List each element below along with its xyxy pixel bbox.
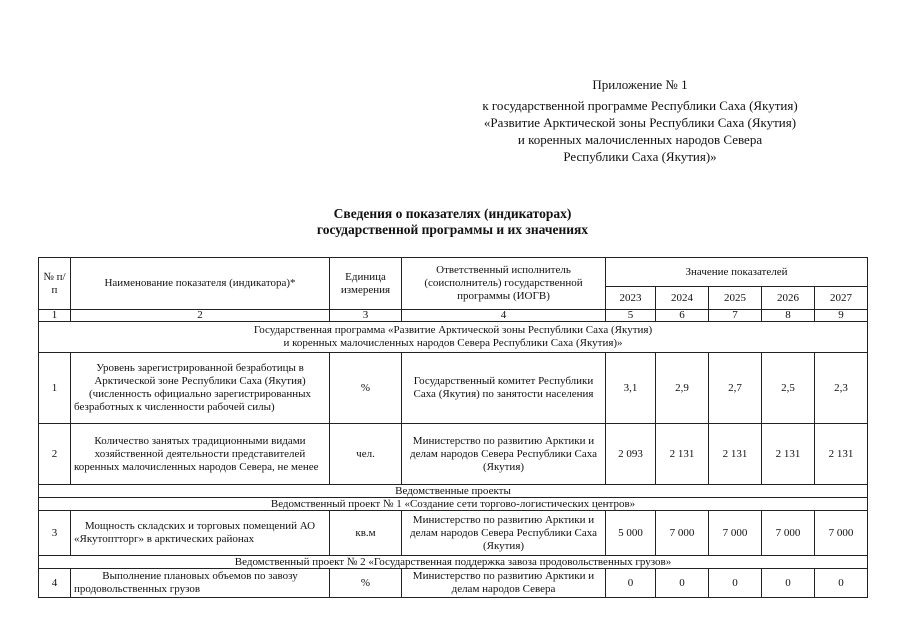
header-unit: Единица измерения [330, 258, 402, 310]
table-row [39, 511, 868, 556]
header-name: Наименование показателя (индикатора)* [71, 258, 330, 310]
project1-title: Ведомственный проект № 1 «Создание сети торгово-логистических центров» [39, 498, 868, 511]
project2-title: Ведомственный проект № 2 «Государственная поддержка завоза продовольственных грузов» [39, 556, 868, 569]
table-row [39, 569, 868, 598]
row-value: 7 000 [709, 511, 762, 556]
index-cell: 6 [656, 310, 709, 322]
index-cell: 7 [709, 310, 762, 322]
header-num: № п/п [39, 258, 71, 310]
indicators-table [38, 257, 868, 598]
index-cell: 4 [402, 310, 606, 322]
row-indicator-name: Количество занятых традиционными видами хозяйственной деятельности представителей коренных малочисленных народов Севера, не менее [71, 424, 330, 485]
row-num: 1 [39, 353, 71, 424]
row-executor: Министерство по развитию Арктики и делам народов Севера Республики Саха (Якутия) [402, 424, 606, 485]
row-indicator-name: Мощность складских и торговых помещений АО «Якутоптторг» в арктических районах [71, 511, 330, 556]
row-value: 2,3 [815, 353, 868, 424]
row-value: 2 131 [656, 424, 709, 485]
program-section-line: и коренных малочисленных народов Севера Республики Саха (Якутия)» [283, 337, 623, 349]
header-year: 2025 [709, 287, 762, 310]
project-section-row [39, 498, 868, 511]
row-value: 2,9 [656, 353, 709, 424]
index-cell: 9 [815, 310, 868, 322]
index-cell: 8 [762, 310, 815, 322]
row-executor: Государственный комитет Республики Саха (Якутия) по занятости населения [402, 353, 606, 424]
program-section-title [39, 322, 868, 353]
header-year: 2023 [606, 287, 656, 310]
row-indicator-name: Уровень зарегистрированной безработицы в Арктической зоне Республики Саха (Якутия) (численность официально зарегистрированных безработных к численности рабочей силы) [71, 353, 330, 424]
row-value: 2,5 [762, 353, 815, 424]
row-value: 5 000 [606, 511, 656, 556]
row-value: 0 [815, 569, 868, 598]
appendix-line: к государственной программе Республики Саха (Якутия) [482, 98, 798, 113]
row-value: 2 131 [762, 424, 815, 485]
index-row [39, 310, 868, 322]
appendix-line: Республики Саха (Якутия)» [563, 149, 717, 164]
row-value: 3,1 [606, 353, 656, 424]
row-value: 7 000 [656, 511, 709, 556]
heading-line: Сведения о показателях (индикаторах) [333, 206, 572, 221]
row-num: 3 [39, 511, 71, 556]
index-cell: 1 [39, 310, 71, 322]
heading-line: государственной программы и их значениях [316, 222, 589, 237]
index-cell: 2 [71, 310, 330, 322]
header-year: 2026 [762, 287, 815, 310]
row-executor: Министерство по развитию Арктики и делам народов Севера Республики Саха (Якутия) [402, 511, 606, 556]
appendix-line: и коренных малочисленных народов Севера [517, 132, 763, 147]
dept-projects-row [39, 485, 868, 498]
row-value: 0 [709, 569, 762, 598]
header-year: 2027 [815, 287, 868, 310]
row-value: 0 [606, 569, 656, 598]
row-unit: % [330, 569, 402, 598]
dept-projects-title: Ведомственные проекты [39, 485, 868, 498]
row-num: 2 [39, 424, 71, 485]
index-cell: 3 [330, 310, 402, 322]
row-unit: чел. [330, 424, 402, 485]
program-section-row [39, 322, 868, 353]
row-value: 2 131 [815, 424, 868, 485]
row-value: 7 000 [815, 511, 868, 556]
row-value: 2,7 [709, 353, 762, 424]
appendix-number: Приложение № 1 [592, 77, 688, 92]
header-year: 2024 [656, 287, 709, 310]
row-value: 2 093 [606, 424, 656, 485]
header-executor: Ответственный исполнитель (соисполнитель) государственной программы (ИОГВ) [402, 258, 606, 310]
row-value: 0 [762, 569, 815, 598]
program-section-line: Государственная программа «Развитие Арктической зоны Республики Саха (Якутия) [253, 324, 653, 336]
row-value: 0 [656, 569, 709, 598]
table-row [39, 424, 868, 485]
header-values-group: Значение показателей [606, 258, 868, 287]
table-row [39, 353, 868, 424]
index-cell: 5 [606, 310, 656, 322]
row-indicator-name: Выполнение плановых объемов по завозу продовольственных грузов [71, 569, 330, 598]
row-executor: Министерство по развитию Арктики и делам народов Севера [402, 569, 606, 598]
row-value: 2 131 [709, 424, 762, 485]
row-value: 7 000 [762, 511, 815, 556]
header-row [39, 258, 868, 287]
row-num: 4 [39, 569, 71, 598]
document-heading [0, 206, 905, 238]
appendix-block [430, 76, 850, 165]
row-unit: кв.м [330, 511, 402, 556]
row-unit: % [330, 353, 402, 424]
project-section-row [39, 556, 868, 569]
appendix-line: «Развитие Арктической зоны Республики Саха (Якутия) [483, 115, 797, 130]
